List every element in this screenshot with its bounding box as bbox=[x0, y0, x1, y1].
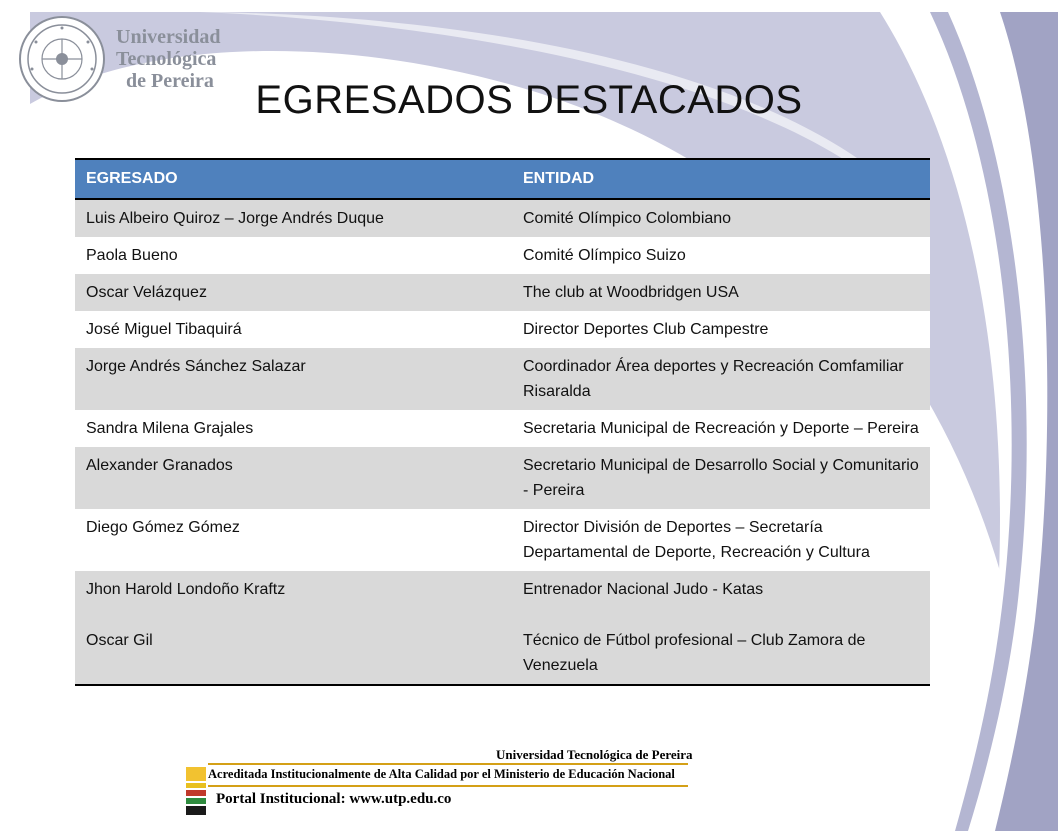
cell-egresado: Paola Bueno bbox=[75, 237, 512, 274]
table-row bbox=[75, 348, 930, 410]
cell-entidad: Director Deportes Club Campestre bbox=[512, 311, 930, 348]
cell-egresado: Luis Albeiro Quiroz – Jorge Andrés Duque bbox=[75, 199, 512, 237]
footer-portal: Portal Institucional: www.utp.edu.co bbox=[216, 791, 452, 807]
flag-stripe-black bbox=[186, 806, 206, 815]
cell-egresado: José Miguel Tibaquirá bbox=[75, 311, 512, 348]
cell-entidad: Director División de Deportes – Secretaría Departamental de Deporte, Recreación y Cultura bbox=[512, 509, 930, 571]
cell-entidad: Secretaria Municipal de Recreación y Deporte – Pereira bbox=[512, 410, 930, 447]
logo-line-3: de Pereira bbox=[126, 70, 214, 92]
header-entidad: ENTIDAD bbox=[512, 159, 930, 199]
footer-university: Universidad Tecnológica de Pereira bbox=[496, 747, 693, 762]
cell-egresado bbox=[75, 571, 512, 685]
table-row bbox=[75, 447, 930, 509]
footer-rule-bottom bbox=[208, 785, 688, 787]
cell-entidad bbox=[512, 571, 930, 685]
table-row bbox=[75, 571, 930, 685]
flag-stripe-yellow bbox=[186, 767, 206, 781]
table-row bbox=[75, 199, 930, 237]
table-header-row bbox=[75, 159, 930, 199]
cell-entidad: Secretario Municipal de Desarrollo Social y Comunitario - Pereira bbox=[512, 447, 930, 509]
flag-stripe-green bbox=[186, 798, 206, 804]
cell-entidad: Comité Olímpico Colombiano bbox=[512, 199, 930, 237]
slide-title: EGRESADOS DESTACADOS bbox=[255, 78, 803, 122]
table-row bbox=[75, 274, 930, 311]
cell-entidad: Coordinador Área deportes y Recreación Comfamiliar Risaralda bbox=[512, 348, 930, 410]
table-row bbox=[75, 410, 930, 447]
entidad-name: Técnico de Fútbol profesional – Club Zamora de Venezuela bbox=[523, 632, 866, 674]
footer-accreditation: Acreditada Institucionalmente de Alta Calidad por el Ministerio de Educación Nacional bbox=[208, 767, 675, 781]
cell-egresado: Oscar Velázquez bbox=[75, 274, 512, 311]
flag-stripe-red bbox=[186, 790, 206, 796]
cell-egresado: Diego Gómez Gómez bbox=[75, 509, 512, 571]
table-row bbox=[75, 509, 930, 571]
entidad-name: Entrenador Nacional Judo - Katas bbox=[523, 581, 764, 598]
cell-egresado: Alexander Granados bbox=[75, 447, 512, 509]
egresado-name: Jhon Harold Londoño Kraftz bbox=[86, 581, 286, 598]
cell-entidad: Comité Olímpico Suizo bbox=[512, 237, 930, 274]
table-row bbox=[75, 311, 930, 348]
cell-egresado: Jorge Andrés Sánchez Salazar bbox=[75, 348, 512, 410]
flag-stripe-gold bbox=[186, 783, 206, 788]
cell-egresado: Sandra Milena Grajales bbox=[75, 410, 512, 447]
egresado-name: Oscar Gil bbox=[86, 632, 153, 649]
graduates-table bbox=[75, 158, 930, 686]
logo-line-2: Tecnológica bbox=[116, 48, 217, 70]
footer-banner bbox=[186, 747, 696, 817]
cell-entidad: The club at Woodbridgen USA bbox=[512, 274, 930, 311]
footer-rule-top bbox=[208, 763, 688, 765]
logo-line-1: Universidad bbox=[116, 26, 221, 48]
table-row bbox=[75, 237, 930, 274]
header-egresado: EGRESADO bbox=[75, 159, 512, 199]
